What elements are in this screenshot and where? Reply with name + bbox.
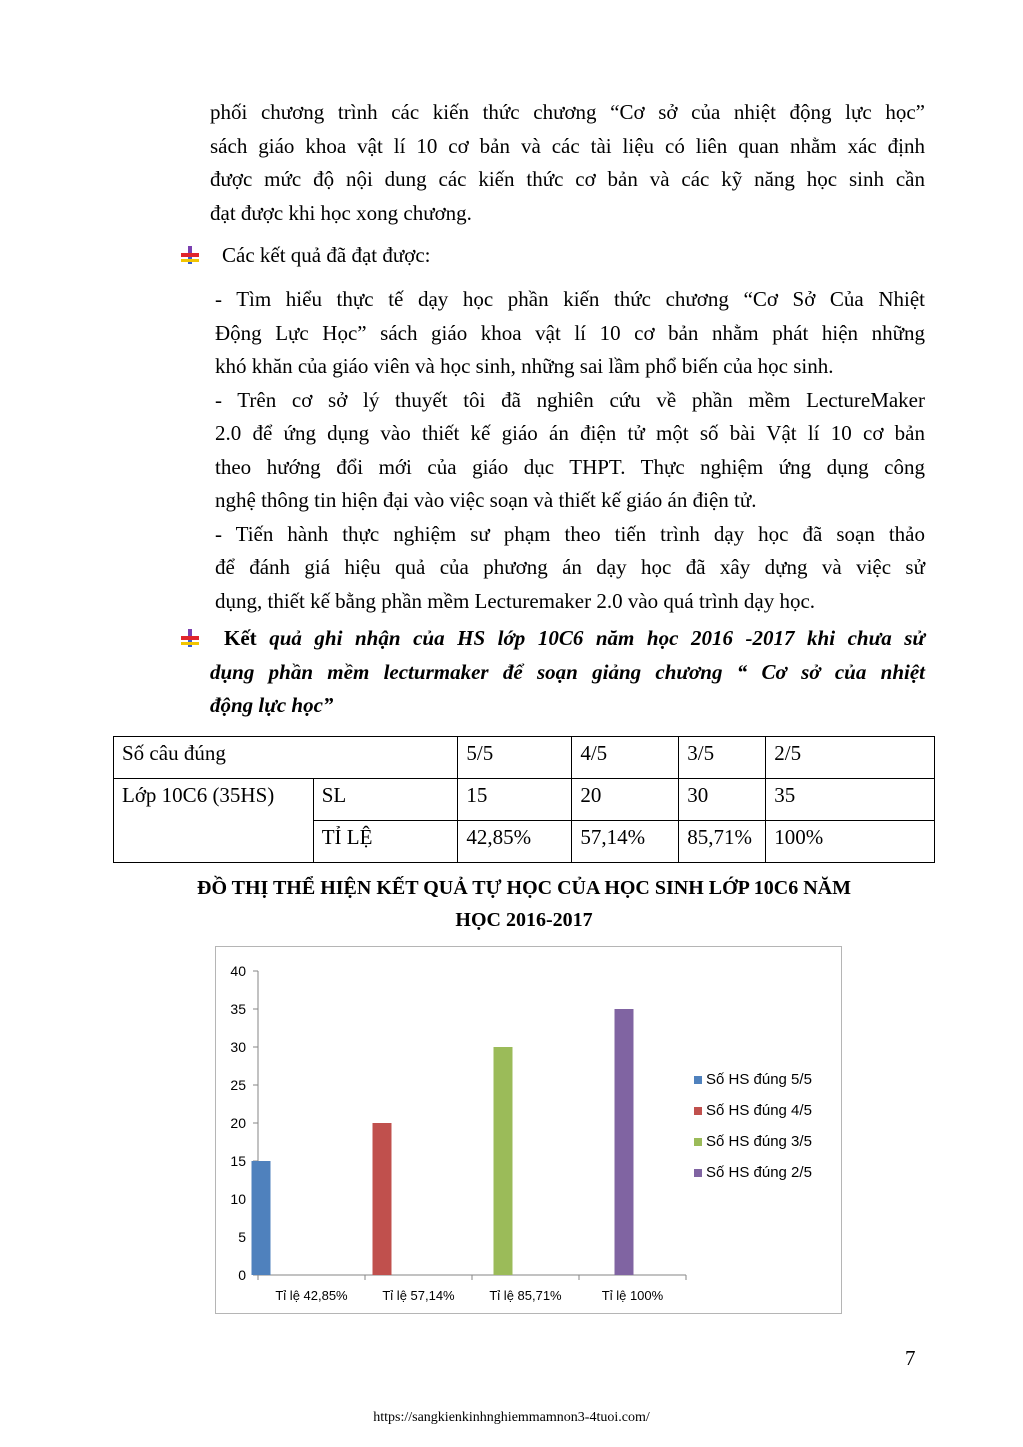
bar (615, 1009, 634, 1275)
table-row (114, 779, 935, 821)
results-line: khó khăn của giáo viên và học sinh, những sai lầm phổ biến của học sinh. (215, 354, 834, 378)
x-tick-label: Tỉ lệ 57,14% (382, 1288, 455, 1303)
results-line: - Tìm hiểu thực tế dạy học phần kiến thức chương “Cơ Sở Của Nhiệt (215, 287, 925, 311)
bullet-icon (180, 245, 200, 265)
intro-line: được mức độ nội dung các kiến thức cơ bản và các kỹ năng học sinh cần (210, 167, 925, 191)
results-line: nghệ thông tin hiện đại vào việc soạn và thiết kế giáo án điện tử. (215, 488, 757, 512)
table-cell: 100% (766, 821, 935, 863)
survey-heading-lead: Kết (224, 626, 257, 650)
results-list (215, 283, 925, 618)
table-header-cell: 3/5 (679, 737, 766, 779)
results-line: - Trên cơ sở lý thuyết tôi đã nghiên cứu về phần mềm LectureMaker (215, 387, 925, 412)
page-number: 7 (905, 1346, 916, 1370)
intro-line: sách giáo khoa vật lí 10 cơ bản và các tài liệu có liên quan nhằm xác định (210, 133, 925, 158)
y-tick-label: 30 (230, 1039, 246, 1055)
chart-title-line: ĐỒ THỊ THỂ HIỆN KẾT QUẢ TỰ HỌC CỦA HỌC SINH LỚP 10C6 NĂM (197, 877, 851, 899)
y-tick-label: 20 (230, 1115, 246, 1131)
table-header-cell: 2/5 (766, 737, 935, 779)
x-tick-label: Tỉ lệ 42,85% (275, 1288, 348, 1303)
intro-paragraph (210, 96, 925, 230)
bullet-icon (180, 628, 200, 648)
table-cell: 15 (458, 779, 572, 821)
table-cell: 35 (766, 779, 935, 821)
results-line: để đánh giá hiệu quả của phương án dạy học đã xây dựng và việc sử (215, 555, 925, 579)
survey-heading-rest: quả ghi nhận của HS lớp 10C6 năm học 2016 -2017 khi chưa sử (256, 626, 925, 650)
intro-line: đạt được khi học xong chương. (210, 200, 472, 225)
table-sl-label: SL (313, 779, 458, 821)
footer-url: https://sangkienkinhnghiemmamnon3-4tuoi.com/ (373, 1410, 650, 1425)
x-tick-label: Tỉ lệ 100% (601, 1288, 664, 1303)
table-header-cell: 4/5 (572, 737, 679, 779)
bar (494, 1047, 513, 1275)
table-header-cell: 5/5 (458, 737, 572, 779)
results-line: - Tiến hành thực nghiệm sư phạm theo tiến trình dạy học đã soạn thảo (215, 521, 925, 546)
x-tick-label: Tỉ lệ 85,71% (489, 1288, 562, 1303)
y-tick-label: 5 (238, 1229, 246, 1245)
y-tick-label: 10 (230, 1191, 246, 1207)
table-cell: 20 (572, 779, 679, 821)
bar (252, 1161, 271, 1275)
y-tick-label: 25 (230, 1077, 246, 1093)
table-cell: 42,85% (458, 821, 572, 863)
table-cell: 30 (679, 779, 766, 821)
survey-heading-line: động lực học” (210, 693, 334, 717)
bar-chart (215, 946, 842, 1314)
legend-label: Số HS đúng 3/5 (706, 1133, 812, 1150)
y-tick-label: 0 (238, 1267, 246, 1283)
table-rate-label: TỈ LỆ (313, 821, 458, 863)
table-cell: 57,14% (572, 821, 679, 863)
table-class-label: Lớp 10C6 (35HS) (114, 779, 314, 863)
bar-chart-svg (216, 947, 843, 1315)
results-line: theo hướng đổi mới của giáo dục THPT. Thực nghiệm ứng dụng công (215, 454, 925, 479)
results-line: 2.0 để ứng dụng vào thiết kế giáo án điện tử một số bài Vật lí 10 cơ bản (215, 421, 925, 445)
table-header-label: Số câu đúng (114, 737, 458, 779)
survey-heading-line: dụng phần mềm lecturmaker để soạn giảng chương “ Cơ sở của nhiệt (210, 659, 925, 684)
chart-title (113, 872, 935, 936)
survey-heading (210, 622, 925, 723)
survey-heading-line (210, 622, 925, 656)
legend-label: Số HS đúng 4/5 (706, 1102, 812, 1119)
y-tick-label: 40 (230, 963, 246, 979)
bullet-results-text: Các kết quả đã đạt được: (222, 243, 431, 267)
y-tick-label: 35 (230, 1001, 246, 1017)
legend-swatch (694, 1076, 702, 1084)
legend-swatch (694, 1169, 702, 1177)
table-cell: 85,71% (679, 821, 766, 863)
chart-title-line: HỌC 2016-2017 (455, 909, 593, 931)
results-line: dụng, thiết kế bằng phần mềm Lecturemaker 2.0 vào quá trình dạy học. (215, 588, 816, 613)
results-table (113, 736, 935, 863)
legend-label: Số HS đúng 2/5 (706, 1164, 812, 1181)
table-row (114, 737, 935, 779)
bar (373, 1123, 392, 1275)
results-line: Động Lực Học” sách giáo khoa vật lí 10 cơ bản nhằm phát hiện những (215, 320, 925, 345)
intro-line: phối chương trình các kiến thức chương “Cơ sở của nhiệt động lực học” (210, 100, 925, 124)
legend-swatch (694, 1138, 702, 1146)
y-tick-label: 15 (230, 1153, 246, 1169)
legend-label: Số HS đúng 5/5 (706, 1071, 812, 1088)
legend-swatch (694, 1107, 702, 1115)
